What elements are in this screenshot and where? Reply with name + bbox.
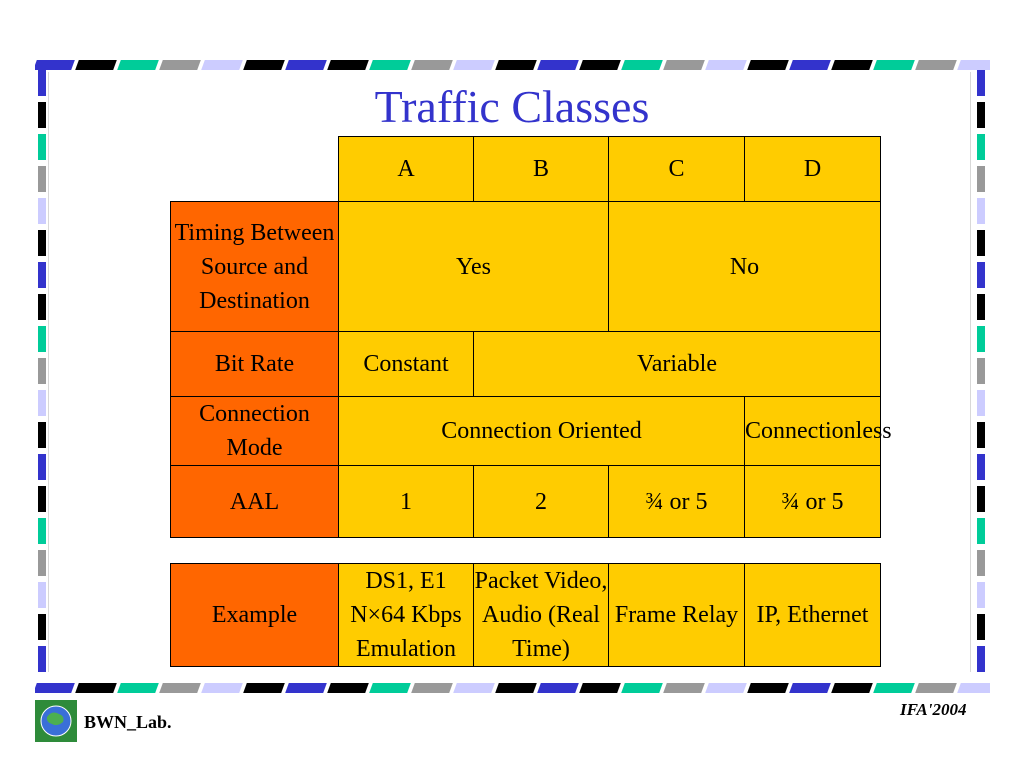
border-segment [705,60,747,70]
border-segment [495,683,537,693]
border-segment [915,683,957,693]
border-segment [957,683,990,693]
example-class-d-cell: IP, Ethernet [745,564,881,667]
border-segment [495,60,537,70]
border-segment [38,134,46,160]
border-segment [38,198,46,224]
border-segment [327,60,369,70]
border-segment [977,454,985,480]
border-segment [453,683,495,693]
border-segment [35,60,75,70]
border-segment [75,60,117,70]
footer-conference: IFA'2004 [900,700,967,719]
border-segment [369,60,411,70]
left-border-stripe [38,70,46,675]
border-segment [453,60,495,70]
right-border-stripe [977,70,985,675]
border-segment [243,60,285,70]
border-segment [831,60,873,70]
border-segment [977,486,985,512]
connectionless-cell: Connectionless [745,397,881,466]
border-segment [977,582,985,608]
border-segment [38,230,46,256]
border-segment [977,198,985,224]
border-segment [411,60,453,70]
border-segment [411,683,453,693]
timing-row [171,202,881,332]
border-segment [38,294,46,320]
border-segment [977,614,985,640]
border-segment [159,683,201,693]
border-segment [285,60,327,70]
example-class-b-cell: Packet Video, Audio (Real Time) [474,564,609,667]
class-header-row [171,137,881,202]
aal-class-d-cell: ¾ or 5 [745,466,881,538]
slide-title: Traffic Classes [374,81,650,132]
border-segment [873,683,915,693]
border-segment [38,518,46,544]
bit-rate-variable-cell: Variable [474,332,881,397]
border-segment [38,166,46,192]
border-segment [621,60,663,70]
border-segment [537,683,579,693]
border-segment [977,358,985,384]
bit-rate-label: Bit Rate [171,332,339,397]
border-segment [579,60,621,70]
border-segment [789,60,831,70]
border-segment [789,683,831,693]
border-segment [977,166,985,192]
border-segment [977,134,985,160]
footer-lab-name: BWN_Lab. [84,712,172,732]
connection-oriented-cell: Connection Oriented [339,397,745,466]
border-segment [915,60,957,70]
border-segment [977,326,985,352]
border-segment [38,614,46,640]
border-segment [117,683,159,693]
border-segment [977,294,985,320]
border-segment [705,683,747,693]
border-segment [243,683,285,693]
border-segment [38,390,46,416]
border-segment [369,683,411,693]
inner-frame-left [48,72,49,672]
border-segment [977,422,985,448]
border-segment [38,454,46,480]
border-segment [977,518,985,544]
border-segment [977,646,985,672]
lab-logo-icon [35,700,77,742]
timing-no-cell: No [609,202,881,332]
border-segment [747,60,789,70]
border-segment [38,262,46,288]
border-segment [38,422,46,448]
class-a-header: A [339,137,474,202]
border-segment [747,683,789,693]
border-segment [38,582,46,608]
timing-yes-cell: Yes [339,202,609,332]
border-segment [38,646,46,672]
border-segment [873,60,915,70]
border-segment [831,683,873,693]
bottom-border-stripe [35,683,990,693]
border-segment [663,60,705,70]
class-d-header: D [745,137,881,202]
border-segment [38,326,46,352]
border-segment [201,60,243,70]
border-segment [38,550,46,576]
top-border-stripe [35,60,990,70]
example-row [171,564,881,667]
timing-label: Timing Between Source and Destination [171,202,339,332]
border-segment [977,550,985,576]
example-class-a-cell: DS1, E1 N×64 Kbps Emulation [339,564,474,667]
class-b-header: B [474,137,609,202]
border-segment [35,683,75,693]
border-segment [957,60,990,70]
border-segment [38,486,46,512]
border-segment [285,683,327,693]
border-segment [537,60,579,70]
example-table [170,563,881,667]
border-segment [201,683,243,693]
aal-row [171,466,881,538]
connection-mode-row [171,397,881,466]
aal-class-b-cell: 2 [474,466,609,538]
aal-label: AAL [171,466,339,538]
connection-mode-label: Connection Mode [171,397,339,466]
border-segment [38,358,46,384]
inner-frame-right [970,72,971,672]
border-segment [327,683,369,693]
border-segment [579,683,621,693]
example-class-c-cell: Frame Relay [609,564,745,667]
border-segment [621,683,663,693]
corner-cell [171,137,339,202]
border-segment [977,390,985,416]
border-segment [75,683,117,693]
class-c-header: C [609,137,745,202]
border-segment [977,230,985,256]
aal-class-a-cell: 1 [339,466,474,538]
bit-rate-row [171,332,881,397]
example-label: Example [171,564,339,667]
border-segment [977,262,985,288]
aal-class-c-cell: ¾ or 5 [609,466,745,538]
border-segment [159,60,201,70]
border-segment [117,60,159,70]
traffic-classes-table [170,136,892,538]
bit-rate-constant-cell: Constant [339,332,474,397]
border-segment [663,683,705,693]
